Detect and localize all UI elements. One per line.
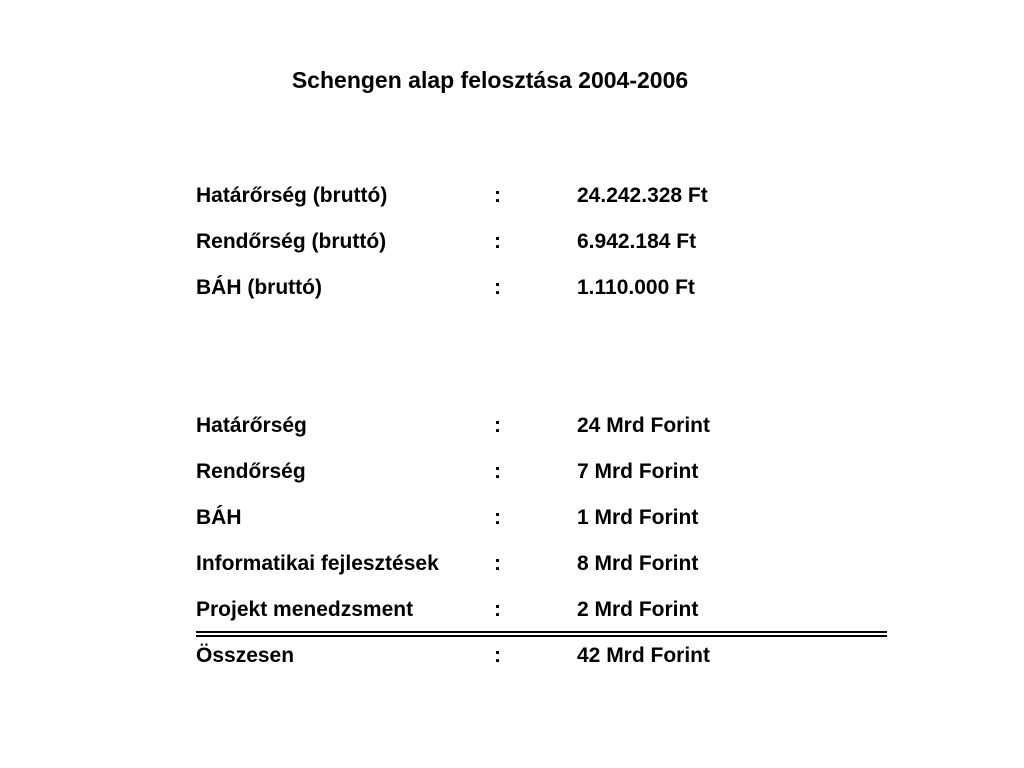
total-value: 42 Mrd Forint [577, 644, 711, 667]
row-separator: : [494, 414, 501, 437]
row-label: Határőrség [196, 414, 307, 437]
row-separator: : [494, 598, 501, 621]
row-value: 1 Mrd Forint [577, 506, 699, 529]
row-separator: : [494, 506, 501, 529]
row-separator: : [494, 552, 501, 575]
row-label: Rendőrség (bruttó) [196, 230, 387, 253]
row-value: 7 Mrd Forint [577, 460, 699, 483]
row-separator: : [494, 276, 501, 299]
total-label: Összesen [196, 644, 295, 667]
row-value: 8 Mrd Forint [577, 552, 699, 575]
row-label: Projekt menedzsment [196, 598, 414, 621]
row-separator: : [494, 230, 501, 253]
total-divider [196, 631, 887, 637]
row-separator: : [494, 184, 501, 207]
row-value: 24.242.328 Ft [577, 184, 708, 207]
row-separator: : [494, 460, 501, 483]
row-label: BÁH [196, 506, 242, 529]
slide-title: Schengen alap felosztása 2004-2006 [291, 67, 689, 93]
row-value: 1.110.000 Ft [577, 276, 695, 299]
row-value: 6.942.184 Ft [577, 230, 697, 253]
row-label: Határőrség (bruttó) [196, 184, 388, 207]
row-label: Informatikai fejlesztések [196, 552, 439, 575]
row-label: BÁH (bruttó) [196, 276, 322, 299]
row-value: 24 Mrd Forint [577, 414, 711, 437]
row-value: 2 Mrd Forint [577, 598, 699, 621]
row-separator: : [494, 644, 501, 667]
row-label: Rendőrség [196, 460, 306, 483]
